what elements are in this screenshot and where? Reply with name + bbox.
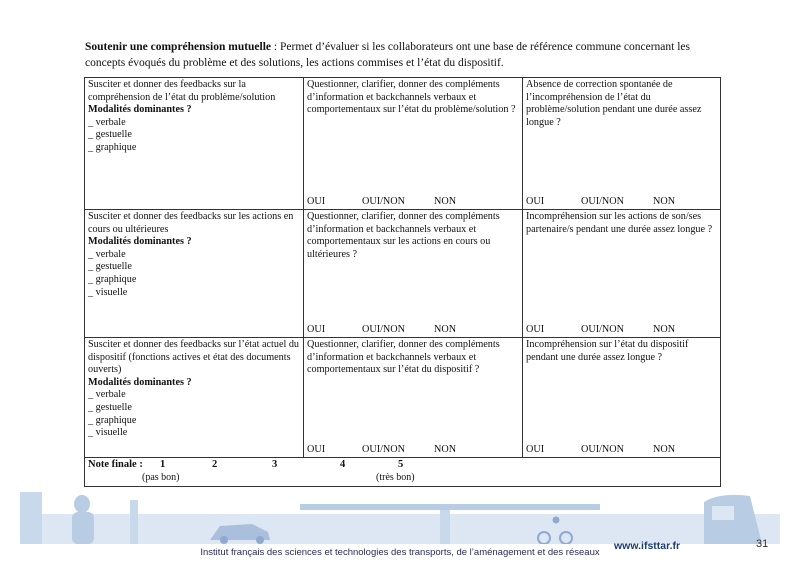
- bridge-pillar: [440, 510, 450, 544]
- building-left: [20, 492, 42, 544]
- score-low-label: (pas bon): [142, 471, 180, 483]
- bridge-deck: [300, 504, 600, 510]
- evaluation-table: [84, 77, 721, 487]
- modalite-item: _ verbale: [88, 248, 126, 260]
- question-cell: [304, 78, 523, 210]
- answer-non: NON: [434, 444, 457, 456]
- answer-oui: OUI: [526, 444, 545, 456]
- score-high-label: (très bon): [376, 471, 415, 483]
- final-score-label: Note finale :: [88, 459, 143, 470]
- answer-oui: OUI: [307, 196, 326, 208]
- answer-ouinon: OUI/NON: [581, 196, 625, 208]
- modalite-item: _ graphique: [88, 141, 137, 153]
- intro-paragraph: [85, 40, 725, 71]
- answer-oui: OUI: [307, 444, 326, 456]
- answer-non: NON: [653, 444, 676, 456]
- indicator-cell: [523, 210, 721, 338]
- score-3: 3: [272, 459, 278, 470]
- footer-illustration: [20, 492, 780, 544]
- indicator-text: Absence de correction spontanée de l’incompréhension de l’état du problème/solution pendant une durée assez longue ?: [526, 79, 702, 128]
- modalite-item: _ gestuelle: [88, 261, 132, 273]
- question-text: Questionner, clarifier, donner des compléments d’information et backchannels verbaux et comportementaux sur les actions en cours ou ultérieures ?: [307, 211, 500, 260]
- answer-non: NON: [434, 196, 457, 208]
- answer-non: NON: [653, 324, 676, 336]
- final-score-cell: [85, 458, 721, 487]
- answer-ouinon: OUI/NON: [362, 324, 406, 336]
- score-5: 5: [398, 459, 404, 470]
- criterion-text: Susciter et donner des feedbacks sur la compréhension de l’état du problème/solution: [88, 79, 276, 103]
- criterion-cell: [85, 338, 304, 458]
- indicator-text: Incompréhension sur les actions de son/ses partenaire/s pendant une durée assez longue ?: [526, 211, 713, 235]
- table-row: [85, 210, 721, 338]
- modalite-item: _ gestuelle: [88, 129, 132, 141]
- answer-oui: OUI: [526, 324, 545, 336]
- modalite-item: _ visuelle: [88, 286, 128, 298]
- intro-title: Soutenir une compréhension mutuelle: [85, 41, 272, 53]
- table-row: [85, 78, 721, 210]
- car-wheel: [256, 536, 264, 544]
- indicator-text: Incompréhension sur l’état du dispositif pendant une durée assez longue ?: [526, 339, 689, 363]
- indicator-cell: [523, 78, 721, 210]
- modalite-item: _ visuelle: [88, 427, 128, 439]
- modalite-item: _ verbale: [88, 116, 126, 128]
- answer-ouinon: OUI/NON: [362, 196, 406, 208]
- answer-oui: OUI: [307, 324, 326, 336]
- answer-options: [526, 324, 717, 337]
- tram-window: [712, 506, 734, 520]
- modalites-title: Modalités dominantes ?: [88, 104, 192, 116]
- score-1: 1: [160, 459, 166, 470]
- answer-ouinon: OUI/NON: [581, 444, 625, 456]
- website-link[interactable]: www.ifsttar.fr: [614, 540, 681, 552]
- modalites-title: Modalités dominantes ?: [88, 376, 192, 388]
- indicator-cell: [523, 338, 721, 458]
- modalite-item: _ graphique: [88, 273, 137, 285]
- criterion-text: Susciter et donner des feedbacks sur l’état actuel du dispositif (fonctions actives et état des documents ouverts): [88, 339, 300, 376]
- answer-oui: OUI: [526, 196, 545, 208]
- page-number: 31: [756, 538, 769, 550]
- person-head: [74, 495, 90, 513]
- modalite-item: _ graphique: [88, 414, 137, 426]
- question-text: Questionner, clarifier, donner des compléments d’information et backchannels verbaux et comportementaux sur l’état du problème/solution ?: [307, 79, 516, 116]
- modalites-title: Modalités dominantes ?: [88, 236, 192, 248]
- answer-options: [307, 444, 519, 457]
- answer-options: [307, 196, 519, 209]
- question-text: Questionner, clarifier, donner des compléments d’information et backchannels verbaux et comportementaux sur l’état du dispositif ?: [307, 339, 500, 376]
- criterion-cell: [85, 210, 304, 338]
- answer-options: [307, 324, 519, 337]
- footer-institute: Institut français des sciences et technologies des transports, de l’aménagement et des réseaux: [200, 547, 600, 558]
- question-cell: [304, 210, 523, 338]
- cyclist-icon: [553, 517, 560, 524]
- car-wheel: [220, 536, 228, 544]
- criterion-text: Susciter et donner des feedbacks sur les actions en cours ou ultérieures: [88, 211, 294, 235]
- final-score-row: [85, 458, 721, 487]
- lamp-post: [130, 500, 138, 544]
- answer-options: [526, 196, 717, 209]
- answer-non: NON: [434, 324, 457, 336]
- answer-ouinon: OUI/NON: [581, 324, 625, 336]
- modalite-item: _ verbale: [88, 389, 126, 401]
- answer-non: NON: [653, 196, 676, 208]
- criterion-cell: [85, 78, 304, 210]
- person-body: [72, 512, 94, 544]
- intro-text: : Permet d’évaluer si les collaborateurs ont une base de référence commune concernant les concepts évoqués du problème et des solutions, les actions commises et l’état du dispositif.: [85, 41, 690, 69]
- score-4: 4: [340, 459, 346, 470]
- answer-ouinon: OUI/NON: [362, 444, 406, 456]
- modalite-item: _ gestuelle: [88, 401, 132, 413]
- table-row: [85, 338, 721, 458]
- answer-options: [526, 444, 717, 457]
- question-cell: [304, 338, 523, 458]
- score-2: 2: [212, 459, 218, 470]
